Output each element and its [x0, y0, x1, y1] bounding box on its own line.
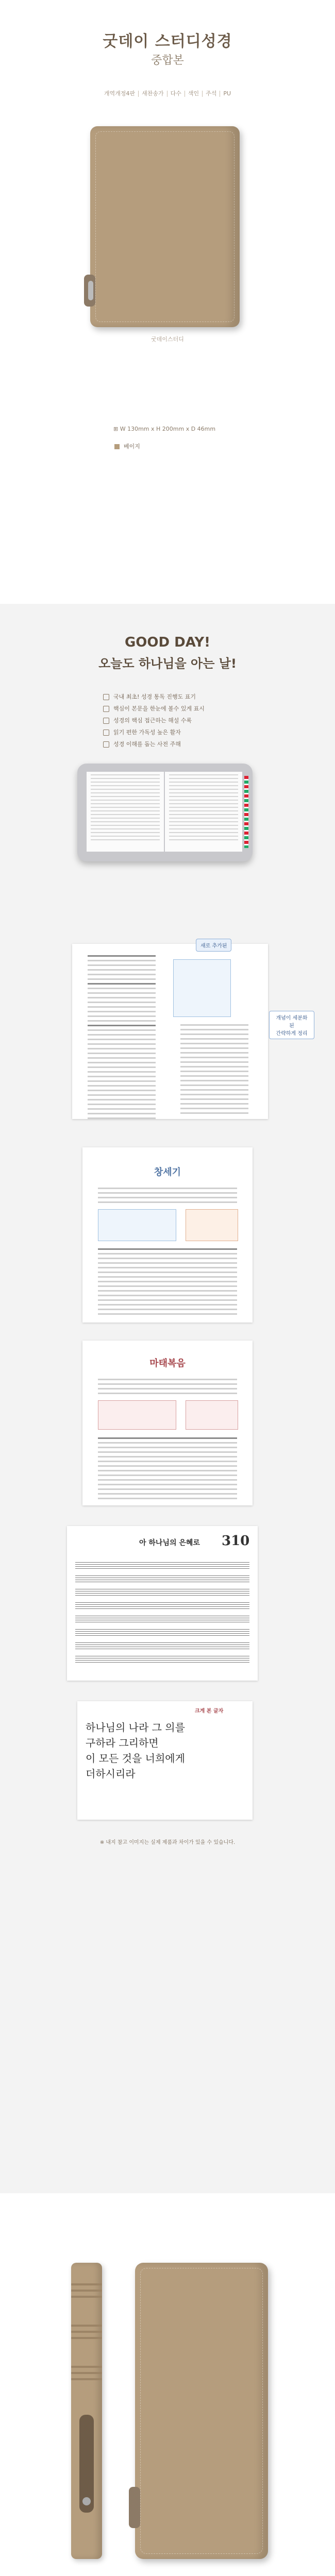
spec-item: 새찬송가	[138, 91, 167, 97]
zipper-pull	[88, 281, 93, 300]
large-print-label: 크게 본 글자	[195, 1708, 224, 1714]
check-icon	[103, 741, 109, 748]
check-icon	[103, 706, 109, 712]
open-bible-image	[77, 764, 253, 861]
spec-list	[0, 90, 335, 97]
large-print-text: 하나님의 나라 그 의를 구하라 그리하면 이 모든 것을 너희에게 더하시리라	[86, 1721, 185, 1780]
intro-text	[91, 1184, 244, 1206]
sample-page-hymn	[67, 1526, 258, 1681]
spec-item: 색인	[185, 91, 202, 97]
product-title: 굿데이 스터디성경	[103, 32, 232, 50]
music-staff	[67, 1557, 258, 1669]
chapter-box	[98, 1400, 176, 1430]
spec-item: 주석	[202, 91, 220, 97]
right-page	[165, 772, 242, 852]
cover-caption: 굿데이스터디	[151, 336, 184, 343]
features-heading: GOOD DAY!	[124, 635, 211, 650]
check-icon	[103, 694, 109, 700]
verse-text	[91, 1434, 244, 1502]
index-tabs	[244, 776, 248, 848]
spec-item: 개역개정4판	[104, 90, 136, 97]
feature-item: 성경 이해를 돕는 사전 주해	[103, 740, 181, 748]
color-swatch	[114, 444, 120, 449]
color-option	[114, 442, 140, 450]
feature-item: 성경의 핵심 접근하는 해설 수록	[103, 716, 192, 724]
snap-button	[82, 2497, 91, 2505]
feature-item: 국내 최초! 성경 통독 진행도 표기	[103, 692, 196, 701]
color-label: 베이지	[124, 443, 140, 450]
feature-item: 핵심이 본문을 한눈에 볼수 있게 표시	[103, 704, 205, 713]
check-icon	[103, 730, 109, 736]
check-icon	[103, 718, 109, 724]
sample-page-genesis	[82, 1147, 253, 1323]
left-page	[87, 772, 164, 852]
callout-side: 개념이 세분화된 간략하게 정리	[269, 1011, 314, 1039]
chapter-box	[98, 1209, 176, 1241]
sample-page-study	[72, 944, 268, 1119]
book-title: 마태복음	[149, 1358, 186, 1369]
disclaimer-note: ※ 내지 참고 이미지는 실제 제품과 차이가 있을 수 있습니다.	[99, 1840, 236, 1845]
bible-cover-angle-image	[135, 2263, 268, 2559]
sample-page-large-print	[77, 1701, 253, 1820]
text-column	[173, 1021, 256, 1117]
cover-stitching	[95, 131, 234, 322]
book-title: 창세기	[154, 1167, 181, 1178]
sample-page-matthew	[82, 1341, 253, 1505]
study-note-box	[173, 959, 231, 1017]
hymn-number: 310	[222, 1533, 250, 1549]
size-spec	[113, 426, 215, 432]
summary-box	[186, 1209, 238, 1241]
hymn-title: 아 하나님의 은혜로	[139, 1539, 200, 1547]
product-subtitle: 중합본	[151, 54, 184, 67]
spec-item: PU	[220, 91, 234, 97]
text-column	[80, 952, 163, 1122]
feature-item: 읽기 편한 가독성 높은 활자	[103, 728, 181, 736]
intro-text	[91, 1376, 244, 1397]
features-subheading: 오늘도 하나님을 아는 날!	[98, 656, 237, 671]
bible-spine-image	[71, 2263, 102, 2559]
ruler-icon: ⊞	[113, 426, 120, 432]
verse-text	[91, 1245, 244, 1318]
zipper-tab	[129, 2487, 140, 2528]
product-hero	[0, 0, 335, 604]
bible-cover-image	[90, 126, 240, 327]
summary-box	[186, 1400, 238, 1430]
cover-stitching	[140, 2268, 263, 2554]
spec-item: 다수	[167, 91, 185, 97]
features-section	[0, 604, 335, 2193]
size-value: W 130mm x H 200mm x D 46mm	[120, 426, 216, 432]
product-views	[0, 2193, 335, 2576]
callout-label: 새로 추가된	[196, 939, 231, 952]
